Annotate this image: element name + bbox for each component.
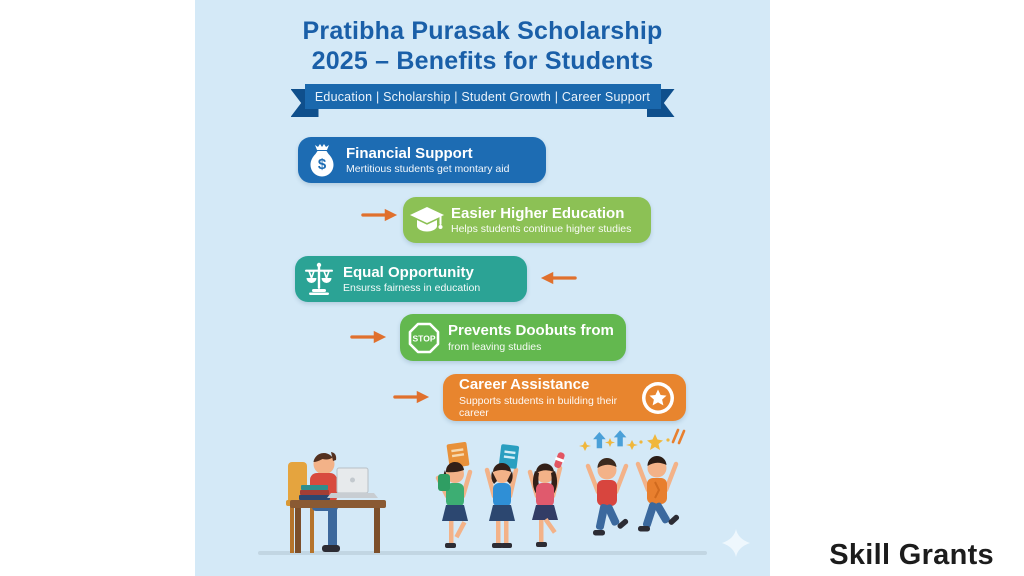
money-bag-icon [298,142,346,178]
arrow-right-icon [361,207,399,223]
arrow-right-icon [393,389,431,405]
flow-arrow-to-higher-education [361,207,399,223]
title-line-1: Pratibha Purasak Scholarship [302,17,663,45]
card-title: Career Assistance [459,376,590,394]
stop-label: STOP [412,333,436,343]
book-stack [299,485,330,500]
stop-sign-icon [400,321,448,355]
benefit-card-equal-opportunity [295,256,527,302]
card-title: Financial Support [346,144,473,162]
flow-arrow-to-career-assistance [393,389,431,405]
ribbon-text: Education | Scholarship | Student Growth | Career Support [305,84,661,109]
card-subtitle: Ensurss fairness in education [343,282,481,295]
arrow-left-icon [539,270,577,286]
student-girl-green [438,442,470,548]
benefit-card-higher-education [403,197,651,243]
teacher-at-desk [286,452,386,553]
sparkle-icon [720,527,752,559]
balance-scale-icon [295,261,343,297]
student-boy-red [588,458,629,536]
infographic-canvas [195,0,770,576]
title-line-2: 2025 – Benefits for Students [311,47,654,75]
card-subtitle: from leaving studies [448,340,542,353]
benefit-card-career-assistance [443,374,686,421]
brand-watermark: Skill Grants [829,539,994,571]
page-title [195,16,770,76]
flow-arrow-to-prevent-dropouts [350,329,388,345]
benefit-card-prevent-dropouts [400,314,626,361]
student-girl-pink [530,451,565,547]
benefit-card-financial-support [298,137,546,183]
arrow-right-icon [350,329,388,345]
card-title: Equal Opportunity [343,263,474,281]
celebrating-students [438,430,684,548]
star-badge-icon [640,380,676,416]
card-title: Prevents Doobuts from [448,322,614,340]
ribbon-banner [305,84,661,109]
green-book [438,474,450,491]
card-title: Easier Higher Education [451,204,625,222]
illustration-scene [235,425,765,565]
card-subtitle: Supports students in building their career [459,394,618,419]
card-subtitle: Helps students continue higher studies [451,223,632,236]
card-subtitle: Mertitious students get montary aid [346,163,510,176]
student-girl-blue [487,444,519,548]
student-boy-orange [638,456,680,532]
flow-arrow-to-equal-opportunity [539,270,577,286]
desk [290,500,386,553]
svg-text:$: $ [317,156,327,173]
graduation-cap-icon [403,204,451,236]
motion-marks [673,430,684,443]
